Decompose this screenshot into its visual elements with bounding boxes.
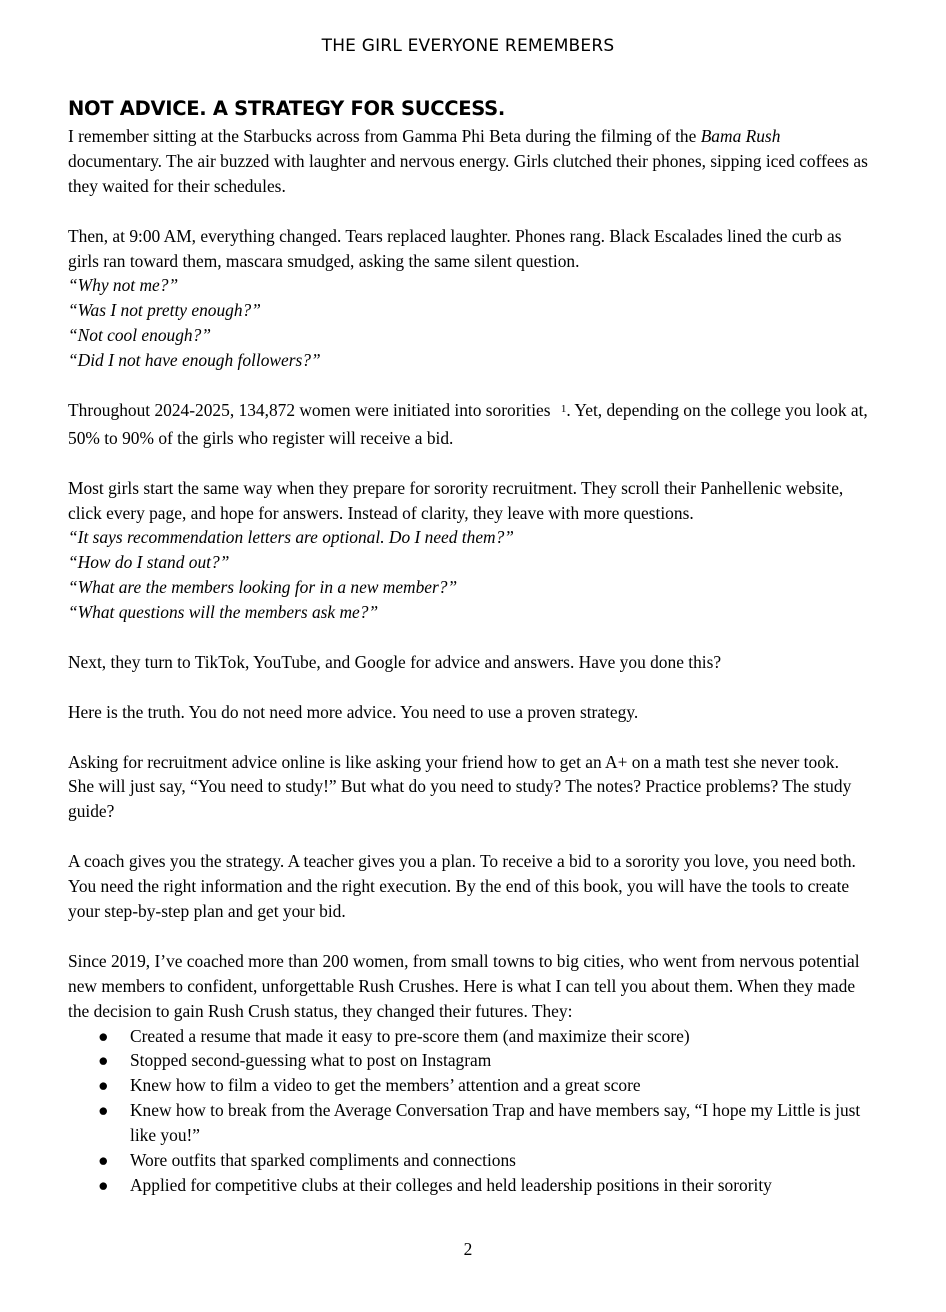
paragraph-coach: A coach gives you the strategy. A teacher gives you a plan. To receive a bid to a sorority you love, you need both. You need the right information and the right execution. By the end of this book, you will have the tools to create your step-by-step plan and get your bid. <box>68 851 856 921</box>
list-item <box>68 1173 868 1198</box>
list-item-text: Stopped second-guessing what to post on Instagram <box>130 1050 492 1071</box>
question-line: “What are the members looking for in a new member?” <box>68 577 458 598</box>
bullet-icon: ● <box>98 1075 109 1096</box>
paragraph-since-2019: Since 2019, I’ve coached more than 200 women, from small towns to big cities, who went from nervous potential new members to confident, unforgettable Rush Crushes. Here is what I can tell you about them. When they made the decision to gain Rush Crush status, they changed their futures. They: <box>68 950 860 1021</box>
list-item-text: Knew how to break from the Average Conversation Trap and have members say, “I hope my Little is just like you!” <box>130 1100 861 1146</box>
section-heading: NOT ADVICE. A STRATEGY FOR SUCCESS. <box>68 97 506 120</box>
question-line: “Did I not have enough followers?” <box>68 350 321 371</box>
bullet-icon: ● <box>98 1100 109 1121</box>
list-item-text: Wore outfits that sparked compliments and connections <box>130 1150 516 1171</box>
list-item <box>68 1098 868 1148</box>
list-item <box>68 1073 868 1098</box>
documentary-title: Bama Rush <box>700 126 781 146</box>
paragraph-truth: Here is the truth. You do not need more advice. You need to use a proven strategy. <box>68 701 639 722</box>
paragraph-statistics <box>68 398 868 451</box>
question-line: “How do I stand out?” <box>68 552 230 573</box>
results-list <box>68 1024 868 1198</box>
paragraph-starbucks <box>68 124 868 199</box>
list-item <box>68 1048 868 1073</box>
footnote-marker[interactable]: 1 <box>560 402 567 415</box>
list-item-text: Knew how to film a video to get the members’ attention and a great score <box>130 1075 641 1096</box>
bullet-icon: ● <box>98 1150 109 1171</box>
bullet-icon: ● <box>98 1174 109 1195</box>
running-header: THE GIRL EVERYONE REMEMBERS <box>321 36 615 56</box>
body-text <box>68 124 868 1198</box>
question-line: “Not cool enough?” <box>68 325 211 346</box>
bullet-icon: ● <box>98 1025 109 1046</box>
paragraph-text: documentary. The air buzzed with laughter and nervous energy. Girls clutched their phones, sipping iced coffees as they waited for their schedules. <box>68 150 868 196</box>
question-line: “What questions will the members ask me?” <box>68 602 379 623</box>
question-line: “Why not me?” <box>68 275 179 296</box>
question-line: “It says recommendation letters are optional. Do I need them?” <box>68 527 514 548</box>
paragraph-tiktok: Next, they turn to TikTok, YouTube, and Google for advice and answers. Have you done this? <box>68 651 722 672</box>
page-number: 2 <box>463 1239 473 1259</box>
list-item <box>68 1024 868 1049</box>
paragraph-bid-day: Then, at 9:00 AM, everything changed. Tears replaced laughter. Phones rang. Black Escalades lined the curb as girls ran toward them, mascara smudged, asking the same silent question. <box>68 225 842 271</box>
paragraph-math-test: Asking for recruitment advice online is like asking your friend how to get an A+ on a math test she never took. She will just say, “You need to study!” But what do you need to study? The notes? Practice problems? The study guide? <box>68 751 852 822</box>
bullet-icon: ● <box>98 1050 109 1071</box>
list-item-text: Created a resume that made it easy to pre-score them (and maximize their score) <box>130 1025 690 1046</box>
question-line: “Was I not pretty enough?” <box>68 300 261 321</box>
list-item-text: Applied for competitive clubs at their colleges and held leadership positions in their sorority <box>130 1174 772 1195</box>
paragraph-panhellenic: Most girls start the same way when they prepare for sorority recruitment. They scroll their Panhellenic website, click every page, and hope for answers. Instead of clarity, they leave with more questions. <box>68 477 844 523</box>
paragraph-text: . Yet, depending on the college you look at, 50% to 90% of the girls who register will receive a bid. <box>68 399 868 448</box>
paragraph-text: Throughout 2024-2025, 134,872 women were initiated into sororities <box>68 399 555 420</box>
list-item <box>68 1148 868 1173</box>
paragraph-text: I remember sitting at the Starbucks across from Gamma Phi Beta during the filming of the <box>68 126 701 146</box>
